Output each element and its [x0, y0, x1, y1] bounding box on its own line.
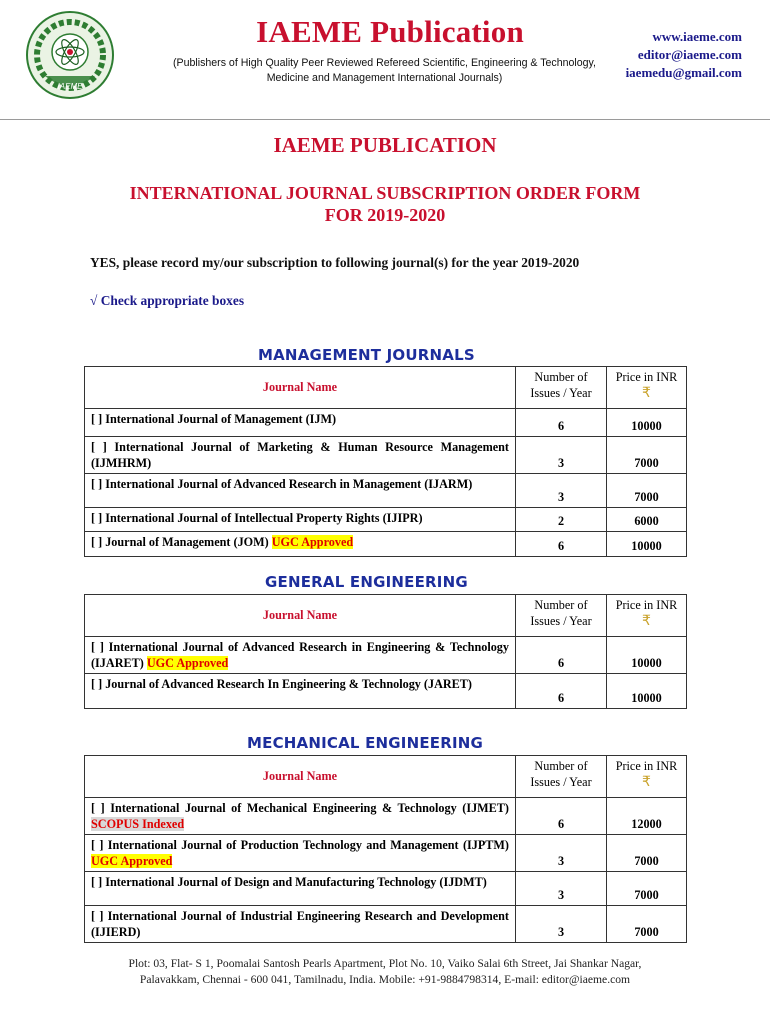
price-header: Price in INR ₹ — [607, 756, 687, 798]
website-link[interactable]: www.iaeme.com — [652, 29, 742, 44]
table-header-row — [85, 367, 687, 409]
issues-cell: 2 — [516, 508, 607, 532]
journal-name-cell[interactable]: [ ] International Journal of Design and Manufacturing Technology (IJDMT) — [85, 872, 516, 906]
issues-cell: 3 — [516, 906, 607, 943]
journal-name-header: Journal Name — [85, 756, 516, 798]
rupee-icon: ₹ — [642, 385, 651, 401]
mechanical-engineering-table — [84, 755, 687, 943]
intro-text: YES, please record my/our subscription to following journal(s) for the year 2019-2020 — [90, 255, 580, 270]
ugc-approved-badge: UGC Approved — [146, 656, 229, 670]
table-row[interactable] — [85, 409, 687, 437]
table-row[interactable] — [85, 798, 687, 835]
brand-title: IAEME Publication — [256, 14, 524, 49]
price-cell: 7000 — [607, 437, 687, 474]
rupee-icon: ₹ — [642, 613, 651, 629]
tagline-line-2: Medicine and Management International Journals) — [266, 72, 503, 84]
rupee-icon: ₹ — [642, 774, 651, 790]
issues-cell: 6 — [516, 409, 607, 437]
price-cell: 10000 — [607, 532, 687, 557]
table-row[interactable] — [85, 437, 687, 474]
table-row[interactable] — [85, 906, 687, 943]
form-title — [60, 182, 710, 226]
issues-cell: 3 — [516, 474, 607, 508]
iaeme-logo — [25, 10, 115, 100]
issues-header: Number of Issues / Year — [516, 595, 607, 637]
journal-name-cell[interactable]: [ ] International Journal of Advanced Research in Management (IJARM) — [85, 474, 516, 508]
footer-line-1: Plot: 03, Flat- S 1, Poomalai Santosh Pearls Apartment, Plot No. 10, Vaiko Salai 6th Street, Jai Shankar Nagar, — [128, 957, 642, 970]
journal-name-cell[interactable]: [ ] International Journal of Management (IJM) — [85, 409, 516, 437]
issues-cell: 3 — [516, 835, 607, 872]
price-header: Price in INR ₹ — [607, 595, 687, 637]
footer-address — [40, 956, 730, 988]
table-row[interactable] — [85, 835, 687, 872]
issues-cell: 6 — [516, 674, 607, 709]
price-cell: 7000 — [607, 906, 687, 943]
ugc-approved-badge: UGC Approved — [91, 854, 173, 868]
form-title-line-2: FOR 2019-2020 — [324, 205, 446, 225]
ugc-approved-badge: UGC Approved — [271, 535, 354, 549]
header-divider — [0, 119, 770, 120]
tagline-line-1: (Publishers of High Quality Peer Reviewed Refereed Scientific, Engineering & Technology, — [173, 57, 596, 69]
issues-cell: 3 — [516, 872, 607, 906]
management-journals-table — [84, 366, 687, 557]
section-title-general-engineering: GENERAL ENGINEERING — [265, 573, 468, 591]
table-row[interactable] — [85, 508, 687, 532]
price-cell: 10000 — [607, 674, 687, 709]
section-title-mechanical-engineering: MECHANICAL ENGINEERING — [247, 734, 484, 752]
journal-name-cell[interactable]: [ ] International Journal of Intellectual Property Rights (IJIPR) — [85, 508, 516, 532]
iaemedu-email-link[interactable]: iaemedu@gmail.com — [625, 65, 742, 80]
price-cell: 10000 — [607, 637, 687, 674]
journal-name-cell[interactable]: [ ] International Journal of Mechanical Engineering & Technology (IJMET) SCOPUS Indexed — [85, 798, 516, 835]
price-header: Price in INR ₹ — [607, 367, 687, 409]
issues-cell: 6 — [516, 532, 607, 557]
check-instruction: √ Check appropriate boxes — [90, 293, 245, 308]
publication-heading: IAEME PUBLICATION — [273, 133, 497, 157]
journal-name-header: Journal Name — [85, 595, 516, 637]
general-engineering-table — [84, 594, 687, 709]
journal-name-cell[interactable]: [ ] International Journal of Marketing & Human Resource Management (IJMHRM) — [85, 437, 516, 474]
form-title-line-1: INTERNATIONAL JOURNAL SUBSCRIPTION ORDER FORM — [129, 183, 641, 203]
contact-block — [626, 28, 742, 82]
scopus-indexed-badge: SCOPUS Indexed — [91, 817, 185, 831]
table-header-row — [85, 595, 687, 637]
table-row[interactable] — [85, 474, 687, 508]
issues-header: Number of Issues / Year — [516, 367, 607, 409]
section-title-management: MANAGEMENT JOURNALS — [258, 346, 475, 364]
footer-line-2: Palavakkam, Chennai - 600 041, Tamilnadu, India. Mobile: +91-9884798314, E-mail: editor@iaeme.com — [139, 973, 631, 986]
editor-email-link[interactable]: editor@iaeme.com — [637, 47, 742, 62]
logo-emblem-icon — [25, 10, 115, 100]
journal-name-cell[interactable]: [ ] International Journal of Advanced Research in Engineering & Technology (IJARET) UGC Approved — [85, 637, 516, 674]
issues-cell: 6 — [516, 798, 607, 835]
price-cell: 12000 — [607, 798, 687, 835]
svg-text:IAEME: IAEME — [57, 82, 83, 91]
issues-cell: 3 — [516, 437, 607, 474]
price-cell: 6000 — [607, 508, 687, 532]
price-cell: 7000 — [607, 835, 687, 872]
journal-name-header: Journal Name — [85, 367, 516, 409]
issues-cell: 6 — [516, 637, 607, 674]
table-row[interactable] — [85, 637, 687, 674]
journal-name-cell[interactable]: [ ] International Journal of Production Technology and Management (IJPTM) UGC Approved — [85, 835, 516, 872]
brand-tagline — [172, 56, 597, 86]
journal-name-cell[interactable]: [ ] Journal of Management (JOM) UGC Approved — [85, 532, 516, 557]
journal-name-cell[interactable]: [ ] Journal of Advanced Research In Engineering & Technology (JARET) — [85, 674, 516, 709]
issues-header: Number of Issues / Year — [516, 756, 607, 798]
table-row[interactable] — [85, 532, 687, 557]
table-header-row — [85, 756, 687, 798]
price-cell: 7000 — [607, 872, 687, 906]
price-cell: 10000 — [607, 409, 687, 437]
price-cell: 7000 — [607, 474, 687, 508]
table-row[interactable] — [85, 872, 687, 906]
journal-name-cell[interactable]: [ ] International Journal of Industrial Engineering Research and Development (IJIERD) — [85, 906, 516, 943]
table-row[interactable] — [85, 674, 687, 709]
